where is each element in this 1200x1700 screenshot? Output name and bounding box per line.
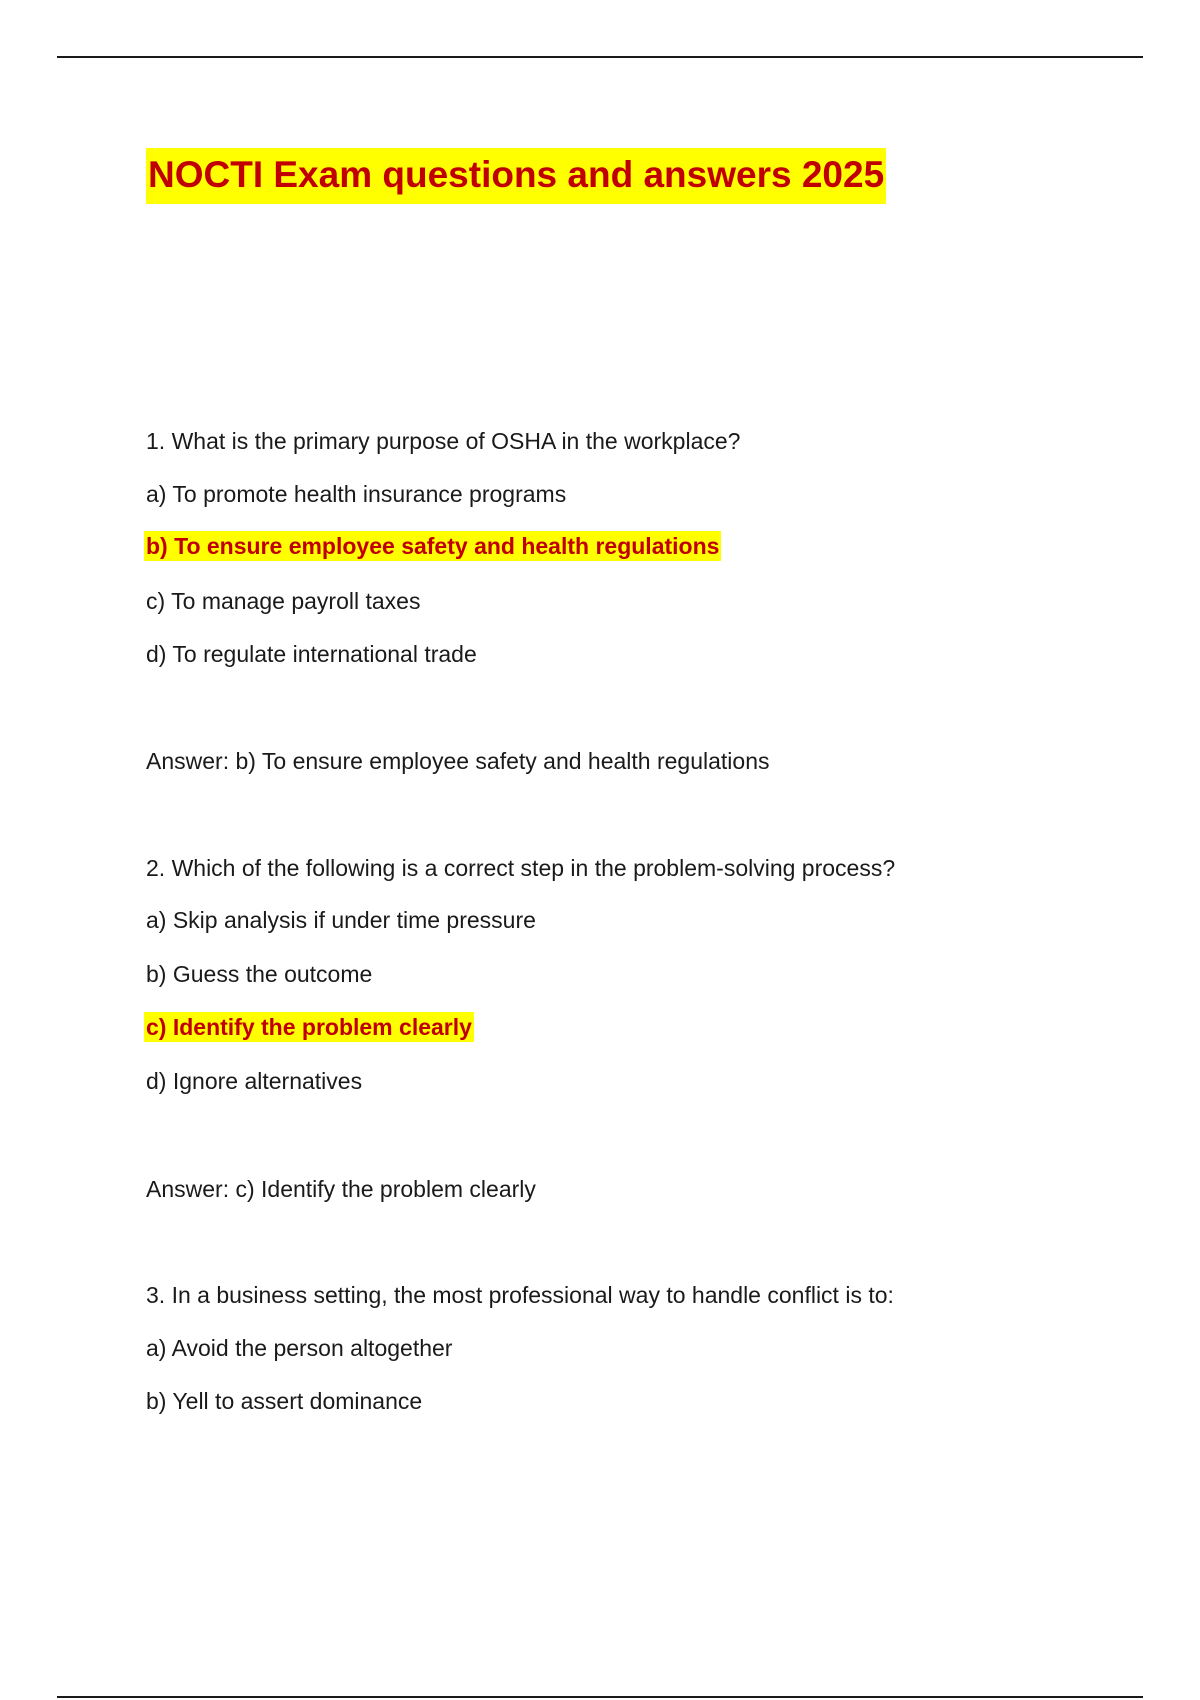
question-1-option-d: d) To regulate international trade: [146, 641, 477, 667]
footer-rule: [57, 1696, 1143, 1698]
question-2-option-b: b) Guess the outcome: [146, 961, 373, 987]
question-1-answer: Answer: b) To ensure employee safety and health regulations: [146, 748, 770, 774]
question-2-option-d: d) Ignore alternatives: [146, 1068, 363, 1094]
question-1-option-b-correct: b) To ensure employee safety and health regulations: [146, 533, 720, 559]
question-3-prompt: 3. In a business setting, the most professional way to handle conflict is to:: [146, 1282, 894, 1308]
question-3-option-b: b) Yell to assert dominance: [146, 1388, 423, 1414]
question-2-option-a: a) Skip analysis if under time pressure: [146, 907, 536, 933]
question-2-option-c-correct: c) Identify the problem clearly: [146, 1014, 472, 1040]
question-3-option-a: a) Avoid the person altogether: [146, 1335, 453, 1361]
document-title: NOCTI Exam questions and answers 2025: [146, 148, 886, 204]
question-2-prompt: 2. Which of the following is a correct step in the problem-solving process?: [146, 855, 896, 881]
question-1-prompt: 1. What is the primary purpose of OSHA in the workplace?: [146, 428, 741, 454]
question-2-answer: Answer: c) Identify the problem clearly: [146, 1176, 536, 1202]
question-1-option-c: c) To manage payroll taxes: [146, 588, 421, 614]
header-rule: [57, 56, 1143, 58]
question-1-option-a: a) To promote health insurance programs: [146, 481, 567, 507]
